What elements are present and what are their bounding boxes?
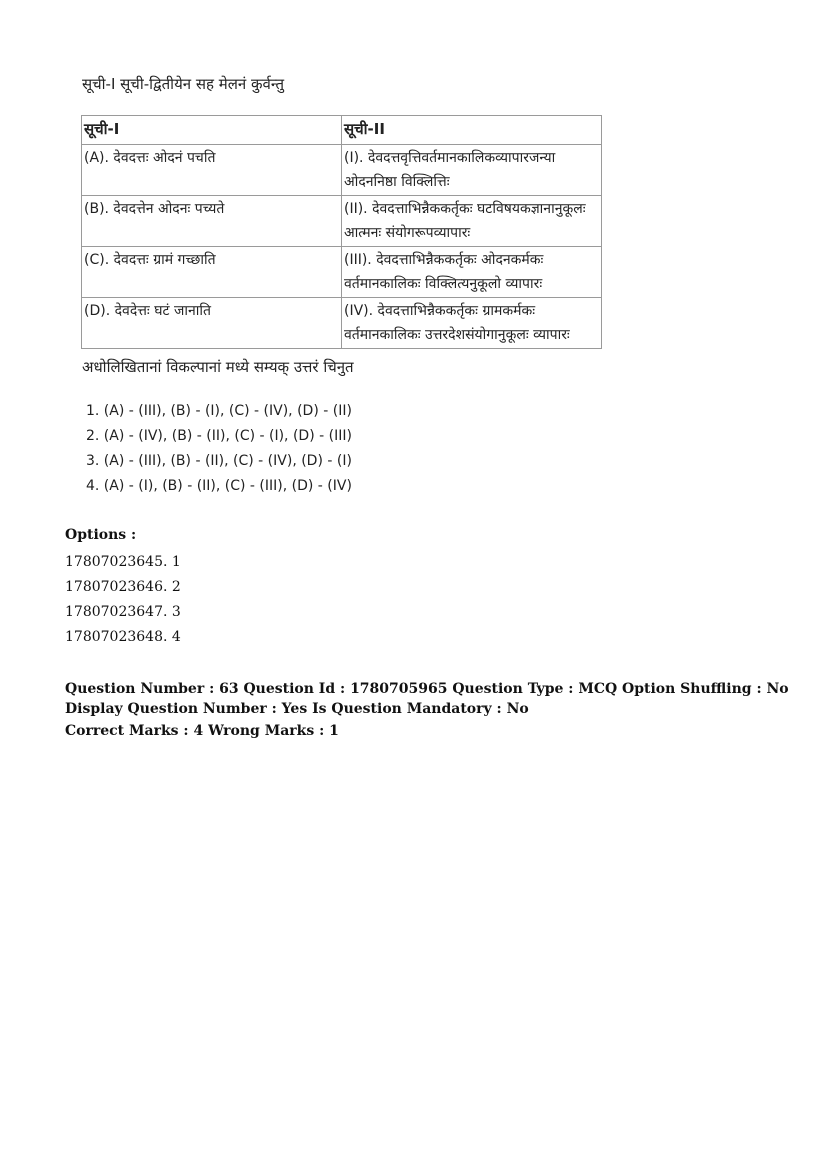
table-header-list2: सूची-II: [342, 116, 602, 145]
option-item: 17807023647. 3: [65, 604, 181, 620]
table-header-list1: सूची-I: [82, 116, 342, 145]
instruction-text: सूची-I सूची-द्वितीयेन सह मेलनं कुर्वन्तु: [82, 75, 284, 93]
table-cell-left: (D). देवदेत्तः घटं जानाति: [82, 298, 342, 349]
question-meta-line2: Display Question Number : Yes Is Question Mandatory : No: [65, 701, 529, 717]
table-cell-left: (B). देवदत्तेन ओदनः पच्यते: [82, 196, 342, 247]
table-row: [82, 247, 602, 298]
table-row: [82, 196, 602, 247]
option-item: 17807023645. 1: [65, 554, 181, 570]
options-list: [65, 552, 181, 652]
table-row: [82, 298, 602, 349]
option-item: 17807023646. 2: [65, 579, 181, 595]
table-cell-right: (IV). देवदत्ताभिन्नैककर्तृकः ग्रामकर्मकः वर्तमानकालिकः उत्तरदेशसंयोगानुकूलः व्यापारः: [342, 298, 602, 349]
option-item: 17807023648. 4: [65, 629, 181, 645]
table-row: [82, 145, 602, 196]
answer-choice: 3. (A) - (III), (B) - (II), (C) - (IV), (D) - (I): [86, 453, 352, 469]
question-meta-line1: Question Number : 63 Question Id : 1780705965 Question Type : MCQ Option Shuffling : No: [65, 681, 789, 697]
answer-choice: 4. (A) - (I), (B) - (II), (C) - (III), (D) - (IV): [86, 478, 352, 494]
match-table: [81, 115, 602, 349]
answer-choice: 2. (A) - (IV), (B) - (II), (C) - (I), (D) - (III): [86, 428, 352, 444]
choose-instruction: अधोलिखितानां विकल्पानां मध्ये सम्यक् उत्तरं चिनुत: [82, 358, 354, 376]
table-header-row: [82, 116, 602, 145]
table-cell-right: (I). देवदत्तवृत्तिवर्तमानकालिकव्यापारजन्या ओदननिष्ठा विक्लित्तिः: [342, 145, 602, 196]
table-cell-left: (A). देवदत्तः ओदनं पचति: [82, 145, 342, 196]
table-cell-right: (II). देवदत्ताभिन्नैककर्तृकः घटविषयकज्ञानानुकूलः आत्मनः संयोगरूपव्यापारः: [342, 196, 602, 247]
answer-choices: [86, 400, 352, 500]
answer-choice: 1. (A) - (III), (B) - (I), (C) - (IV), (D) - (II): [86, 403, 352, 419]
table-cell-right: (III). देवदत्ताभिन्नैककर्तृकः ओदनकर्मकः वर्तमानकालिकः विक्लित्यनुकूलो व्यापारः: [342, 247, 602, 298]
options-heading: Options :: [65, 527, 137, 543]
table-cell-left: (C). देवदत्तः ग्रामं गच्छाति: [82, 247, 342, 298]
question-meta-line3: Correct Marks : 4 Wrong Marks : 1: [65, 723, 339, 739]
